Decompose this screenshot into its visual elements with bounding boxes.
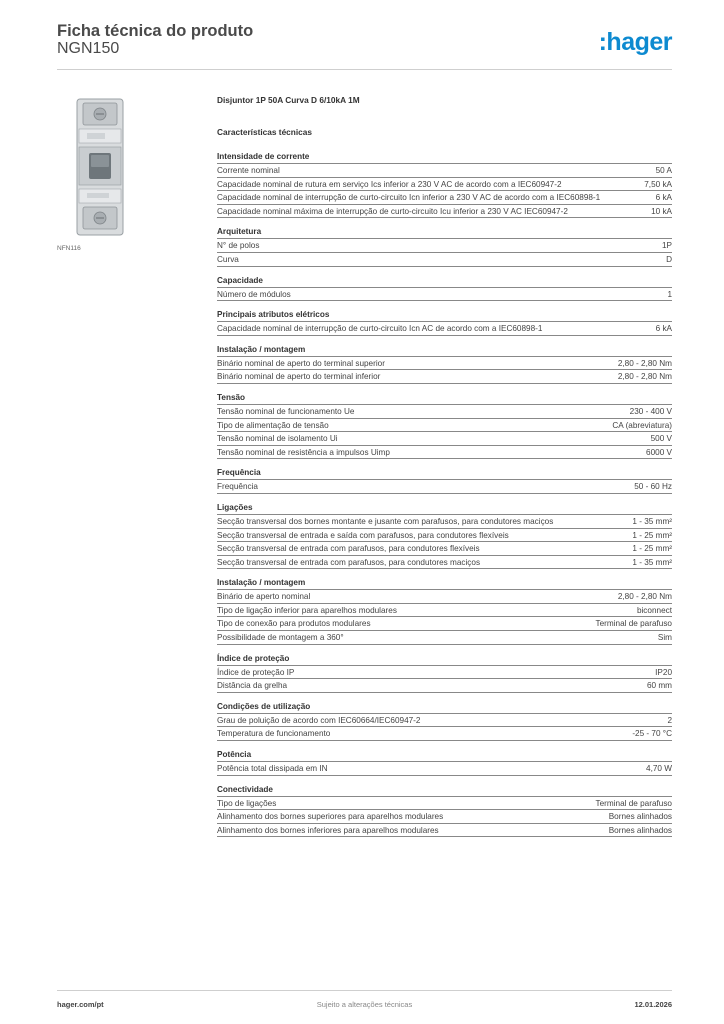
spec-section bbox=[217, 503, 672, 569]
spec-section bbox=[217, 276, 672, 302]
section-title: Índice de proteção bbox=[217, 654, 672, 666]
spec-value: 230 - 400 V bbox=[629, 406, 672, 416]
footer-disclaimer: Sujeito a alterações técnicas bbox=[316, 1000, 413, 1009]
section-title: Capacidade bbox=[217, 276, 672, 288]
section-title: Conectividade bbox=[217, 785, 672, 797]
spec-row bbox=[217, 370, 672, 384]
spec-value: 2,80 - 2,80 Nm bbox=[617, 592, 672, 602]
spec-value: 1 - 25 mm² bbox=[632, 530, 672, 540]
product-content bbox=[217, 95, 672, 846]
spec-value: 1P bbox=[661, 241, 672, 251]
spec-label: Capacidade nominal de rutura em serviço Ics inferior a 230 V AC de acordo com a IEC60947-2 bbox=[217, 179, 562, 189]
spec-label: Tensão nominal de resistência a impulsos Uimp bbox=[217, 447, 390, 457]
spec-row bbox=[217, 164, 672, 178]
spec-row bbox=[217, 631, 672, 645]
image-caption: NFN116 bbox=[57, 245, 81, 252]
spec-label: Índice de proteção IP bbox=[217, 667, 295, 677]
spec-row bbox=[217, 604, 672, 618]
spec-value: CA (abreviatura) bbox=[612, 420, 672, 430]
section-title: Intensidade de corrente bbox=[217, 152, 672, 164]
section-title: Principais atributos elétricos bbox=[217, 310, 672, 322]
spec-value: 1 bbox=[667, 289, 672, 299]
spec-label: Capacidade nominal de interrupção de curto-circuito Icn AC de acordo com a IEC60898-1 bbox=[217, 324, 543, 334]
spec-row bbox=[217, 824, 672, 838]
spec-row bbox=[217, 239, 672, 253]
spec-value: 10 kA bbox=[651, 206, 672, 216]
spec-row bbox=[217, 205, 672, 219]
product-description: Disjuntor 1P 50A Curva D 6/10kA 1M bbox=[217, 95, 360, 105]
spec-section bbox=[217, 345, 672, 384]
spec-row bbox=[217, 666, 672, 680]
spec-row bbox=[217, 727, 672, 741]
spec-value: 1 - 25 mm² bbox=[632, 544, 672, 554]
spec-value: 4,70 W bbox=[646, 764, 672, 774]
spec-label: Alinhamento dos bornes inferiores para aparelhos modulares bbox=[217, 825, 439, 835]
spec-value: Bornes alinhados bbox=[608, 812, 672, 822]
spec-row bbox=[217, 253, 672, 267]
spec-value: 6000 V bbox=[646, 447, 672, 457]
spec-value: biconnect bbox=[636, 605, 672, 615]
section-title: Tensão bbox=[217, 393, 672, 405]
section-title: Potência bbox=[217, 750, 672, 762]
spec-value: -25 - 70 °C bbox=[632, 729, 672, 739]
spec-label: N° de polos bbox=[217, 241, 260, 251]
spec-row bbox=[217, 617, 672, 631]
spec-row bbox=[217, 590, 672, 604]
spec-label: Tipo de ligação inferior para aparelhos modulares bbox=[217, 605, 397, 615]
spec-value: Bornes alinhados bbox=[608, 825, 672, 835]
section-title: Instalação / montagem bbox=[217, 345, 672, 357]
spec-section bbox=[217, 785, 672, 838]
spec-value: 50 - 60 Hz bbox=[634, 482, 672, 492]
spec-row bbox=[217, 529, 672, 543]
section-title: Ligações bbox=[217, 503, 672, 515]
spec-label: Secção transversal dos bornes montante e jusante com parafusos, para condutores maciços bbox=[217, 516, 554, 526]
spec-row bbox=[217, 556, 672, 570]
spec-value: Terminal de parafuso bbox=[595, 798, 672, 808]
spec-label: Potência total dissipada em IN bbox=[217, 764, 328, 774]
spec-label: Capacidade nominal máxima de interrupção de curto-circuito Icu inferior a 230 V AC IEC60947-2 bbox=[217, 206, 568, 216]
hager-logo: :hager bbox=[598, 28, 672, 56]
footer-website: hager.com/pt bbox=[57, 1000, 104, 1009]
spec-label: Curva bbox=[217, 254, 239, 264]
spec-value: 2,80 - 2,80 Nm bbox=[617, 358, 672, 368]
spec-label: Binário de aperto nominal bbox=[217, 592, 311, 602]
spec-value: IP20 bbox=[655, 667, 672, 677]
spec-label: Corrente nominal bbox=[217, 166, 280, 175]
spec-label: Tensão nominal de funcionamento Ue bbox=[217, 406, 355, 416]
spec-section bbox=[217, 578, 672, 644]
spec-row bbox=[217, 515, 672, 529]
spec-row bbox=[217, 322, 672, 336]
spec-label: Tipo de ligações bbox=[217, 798, 277, 808]
footer-date: 12.01.2026 bbox=[634, 1000, 672, 1009]
spec-row bbox=[217, 679, 672, 693]
spec-row bbox=[217, 419, 672, 433]
product-reference: NGN150 bbox=[57, 40, 120, 57]
spec-row bbox=[217, 357, 672, 371]
spec-label: Frequência bbox=[217, 482, 258, 492]
spec-value: 1 - 35 mm² bbox=[632, 516, 672, 526]
spec-label: Temperatura de funcionamento bbox=[217, 729, 331, 739]
spec-label: Grau de poluição de acordo com IEC60664/IEC60947-2 bbox=[217, 715, 421, 725]
spec-value: 6 kA bbox=[655, 193, 672, 203]
spec-label: Tensão nominal de isolamento Ui bbox=[217, 434, 338, 444]
spec-value: Terminal de parafuso bbox=[595, 619, 672, 629]
spec-value: 7,50 kA bbox=[644, 179, 672, 189]
spec-row bbox=[217, 178, 672, 192]
spec-value: Sim bbox=[657, 633, 672, 643]
technical-characteristics-title: Características técnicas bbox=[217, 127, 313, 137]
spec-value: 2 bbox=[667, 715, 672, 725]
spec-label: Alinhamento dos bornes superiores para aparelhos modulares bbox=[217, 812, 444, 822]
spec-section bbox=[217, 227, 672, 266]
spec-row bbox=[217, 288, 672, 302]
spec-label: Binário nominal de aperto do terminal superior bbox=[217, 358, 385, 368]
section-title: Frequência bbox=[217, 468, 672, 480]
page-footer bbox=[57, 990, 672, 1012]
section-title: Instalação / montagem bbox=[217, 578, 672, 590]
section-title: Condições de utilização bbox=[217, 702, 672, 714]
spec-sections bbox=[217, 152, 672, 837]
spec-section bbox=[217, 152, 672, 218]
spec-label: Tipo de conexão para produtos modulares bbox=[217, 619, 371, 629]
document-title: Ficha técnica do produto bbox=[57, 22, 254, 40]
spec-label: Secção transversal de entrada com parafusos, para condutores maciços bbox=[217, 557, 481, 567]
spec-row bbox=[217, 432, 672, 446]
spec-row bbox=[217, 797, 672, 811]
spec-value: D bbox=[666, 254, 672, 264]
spec-value: 60 mm bbox=[646, 681, 672, 691]
spec-label: Secção transversal de entrada com parafusos, para condutores flexíveis bbox=[217, 544, 480, 554]
spec-row bbox=[217, 762, 672, 776]
product-image bbox=[57, 93, 143, 241]
spec-row bbox=[217, 810, 672, 824]
spec-row bbox=[217, 446, 672, 460]
spec-label: Tipo de alimentação de tensão bbox=[217, 420, 329, 430]
spec-label: Secção transversal de entrada e saída com parafusos, para condutores flexíveis bbox=[217, 530, 509, 540]
spec-section bbox=[217, 750, 672, 776]
spec-section bbox=[217, 702, 672, 741]
spec-label: Número de módulos bbox=[217, 289, 291, 299]
spec-value: 2,80 - 2,80 Nm bbox=[617, 372, 672, 382]
spec-label: Possibilidade de montagem a 360° bbox=[217, 633, 344, 643]
spec-row bbox=[217, 191, 672, 205]
spec-section bbox=[217, 393, 672, 459]
spec-label: Distância da grelha bbox=[217, 681, 288, 691]
section-title: Arquitetura bbox=[217, 227, 672, 239]
spec-row bbox=[217, 480, 672, 494]
spec-value: 1 - 35 mm² bbox=[632, 557, 672, 567]
spec-value: 50 A bbox=[655, 166, 672, 175]
spec-section bbox=[217, 468, 672, 494]
spec-section bbox=[217, 310, 672, 336]
spec-row bbox=[217, 714, 672, 728]
spec-value: 6 kA bbox=[655, 324, 672, 334]
spec-section bbox=[217, 654, 672, 693]
page-header bbox=[57, 20, 672, 70]
spec-row bbox=[217, 405, 672, 419]
spec-label: Binário nominal de aperto do terminal inferior bbox=[217, 372, 381, 382]
spec-label: Capacidade nominal de interrupção de curto-circuito Icn inferior a 230 V AC de acordo com a IEC60898-1 bbox=[217, 193, 601, 203]
spec-row bbox=[217, 542, 672, 556]
spec-value: 500 V bbox=[650, 434, 672, 444]
